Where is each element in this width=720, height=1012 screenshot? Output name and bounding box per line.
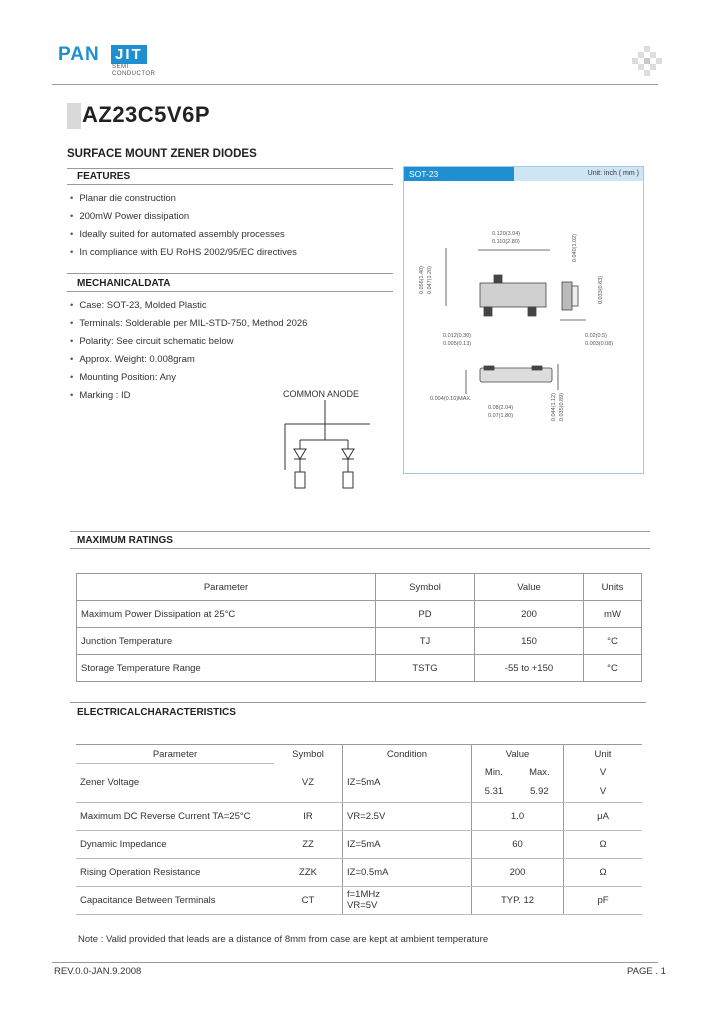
cell-symbol: VZ (274, 764, 343, 803)
column-header: Units (584, 574, 642, 601)
column-header: Value (475, 574, 584, 601)
cell-value: 1.0 (472, 802, 564, 830)
table-row (76, 830, 642, 858)
title-accent (67, 103, 81, 129)
dim-right-b: 0.033(0.83) (598, 276, 604, 305)
cell-max-label: Max. (529, 767, 550, 778)
cell-symbol: CT (274, 886, 343, 914)
cell-unit: Ω (564, 830, 643, 858)
circuit-schematic (280, 400, 380, 495)
mechanical-item: • Terminals: Solderable per MIL-STD-750, Method 2026 (70, 315, 307, 333)
cell-parameter: Junction Temperature (77, 628, 376, 655)
cell-condition: IZ=5mA (343, 830, 472, 858)
logo-sub-line2: CONDUCTOR (112, 71, 156, 77)
feature-item: • Planar die construction (70, 190, 297, 208)
mechanical-list (70, 297, 307, 405)
features-list (70, 190, 297, 262)
dim-bottom-height: 0.044(1.12) 0.035(0.89) (551, 393, 565, 422)
cell-parameter: Maximum Power Dissipation at 25°C (77, 601, 376, 628)
dim-bottom-left: 0.004(0.10)MAX. (430, 396, 472, 402)
cell-unit: V (564, 764, 643, 782)
dim-left-height: 0.056(1.40) 0.047(1.20) (419, 266, 433, 295)
condition-line: VR=5V (347, 900, 378, 911)
circuit-label: COMMON ANODE (283, 389, 360, 399)
cell-unit: mW (584, 601, 642, 628)
package-drawing (410, 190, 638, 430)
table-header-row (76, 745, 642, 764)
table-row (76, 858, 642, 886)
column-header: Symbol (292, 748, 324, 760)
checker-decoration (632, 46, 662, 76)
mechanical-rule-bottom (67, 291, 393, 292)
table-row (76, 802, 642, 830)
features-rule-bottom (67, 184, 393, 185)
cell-unit: Ω (564, 858, 643, 886)
ratings-heading: MAXIMUM RATINGS (77, 535, 173, 546)
condition-line: f=1MHz (347, 889, 380, 900)
cell-unit: °C (584, 628, 642, 655)
feature-item: • In compliance with EU RoHS 2002/95/EC directives (70, 244, 297, 262)
note-text: Note : Valid provided that leads are a distance of 8mm from case are kept at ambient temperature (78, 934, 489, 945)
package-name: SOT-23 (404, 167, 514, 181)
mechanical-item: • Approx. Weight: 0.008gram (70, 351, 307, 369)
footer-divider (52, 962, 658, 963)
ratings-rule-top (70, 531, 650, 532)
cell-condition: IZ=5mA (343, 764, 472, 803)
cell-max: 5.92 (516, 782, 564, 803)
cell-symbol: ZZ (274, 830, 343, 858)
mechanical-item: • Polarity: See circuit schematic below (70, 333, 307, 351)
cell-unit: μA (564, 802, 643, 830)
table-row (77, 601, 642, 628)
ratings-rule-bottom (70, 548, 650, 549)
cell-value: 60 (472, 830, 564, 858)
electrical-heading: ELECTRICALCHARACTERISTICS (77, 707, 236, 718)
dim-bottom-width: 0.08(2.04) 0.07(1.80) (488, 405, 514, 419)
cell-parameter: Zener Voltage (76, 764, 274, 803)
column-header: Parameter (77, 574, 376, 601)
cell-condition: IZ=0.5mA (343, 858, 472, 886)
cell-value: 150 (475, 628, 584, 655)
mechanical-heading: MECHANICALDATA (77, 278, 171, 289)
cell-value: 200 (475, 601, 584, 628)
electrical-table (76, 744, 642, 915)
cell-symbol: ZZK (274, 858, 343, 886)
dim-lead-right: 0.02(0.5) 0.003(0.08) (585, 333, 614, 347)
table-row-zener-labels (76, 764, 642, 782)
mechanical-item: • Case: SOT-23, Molded Plastic (70, 297, 307, 315)
cell-condition (343, 886, 472, 914)
part-number-title: AZ23C5V6P (82, 102, 211, 127)
logo-box-text: JIT (111, 45, 147, 64)
features-rule-top (67, 168, 393, 169)
document-subtitle: SURFACE MOUNT ZENER DIODES (67, 148, 257, 160)
cell-parameter: Rising Operation Resistance (76, 858, 274, 886)
cell-condition: VR=2.5V (343, 802, 472, 830)
cell-value: TYP. 12 (472, 886, 564, 914)
cell-symbol: PD (376, 601, 475, 628)
dim-right-a: 0.040(1.02) (572, 234, 578, 263)
logo-subtitle (112, 64, 155, 78)
cell-parameter: Storage Temperature Range (77, 655, 376, 682)
electrical-rule (70, 702, 646, 703)
dim-lead-left: 0.012(0.30) 0.005(0.13) (443, 333, 472, 347)
column-header: Value (472, 745, 564, 764)
cell-unit: °C (584, 655, 642, 682)
logo-text: PAN (58, 44, 100, 65)
header-divider (52, 84, 658, 85)
table-row (76, 886, 642, 914)
column-header: Condition (343, 745, 472, 764)
feature-item: • Ideally suited for automated assembly processes (70, 226, 297, 244)
table-row (77, 655, 642, 682)
mechanical-item: • Marking : ID (70, 387, 307, 405)
cell-unit: V (564, 782, 643, 803)
max-ratings-table (76, 573, 642, 682)
page-number: PAGE . 1 (627, 966, 666, 977)
cell-value: -55 to +150 (475, 655, 584, 682)
column-header: Unit (564, 745, 643, 764)
feature-item: • 200mW Power dissipation (70, 208, 297, 226)
column-header: Symbol (376, 574, 475, 601)
cell-min-label: Min. (472, 764, 516, 782)
logo-sub-line1: SEMI (112, 64, 129, 70)
cell-parameter: Dynamic Impedance (76, 830, 274, 858)
package-unit-label: Unit: inch ( mm ) (514, 167, 643, 181)
column-header: Parameter (76, 745, 274, 764)
table-header-row (77, 574, 642, 601)
mechanical-item: • Mounting Position: Any (70, 369, 307, 387)
cell-parameter: Capacitance Between Terminals (76, 886, 274, 914)
cell-symbol: TSTG (376, 655, 475, 682)
revision-text: REV.0.0-JAN.9.2008 (54, 966, 142, 977)
cell-value: 200 (472, 858, 564, 886)
dim-top-width: 0.120(3.04) 0.110(2.80) (492, 231, 521, 245)
cell-symbol: IR (274, 802, 343, 830)
cell-min: 5.31 (472, 782, 516, 803)
features-heading: FEATURES (77, 171, 131, 182)
cell-symbol: TJ (376, 628, 475, 655)
mechanical-rule-top (67, 273, 393, 274)
table-row (77, 628, 642, 655)
cell-unit: pF (564, 886, 643, 914)
cell-parameter: Maximum DC Reverse Current TA=25°C (76, 802, 274, 830)
